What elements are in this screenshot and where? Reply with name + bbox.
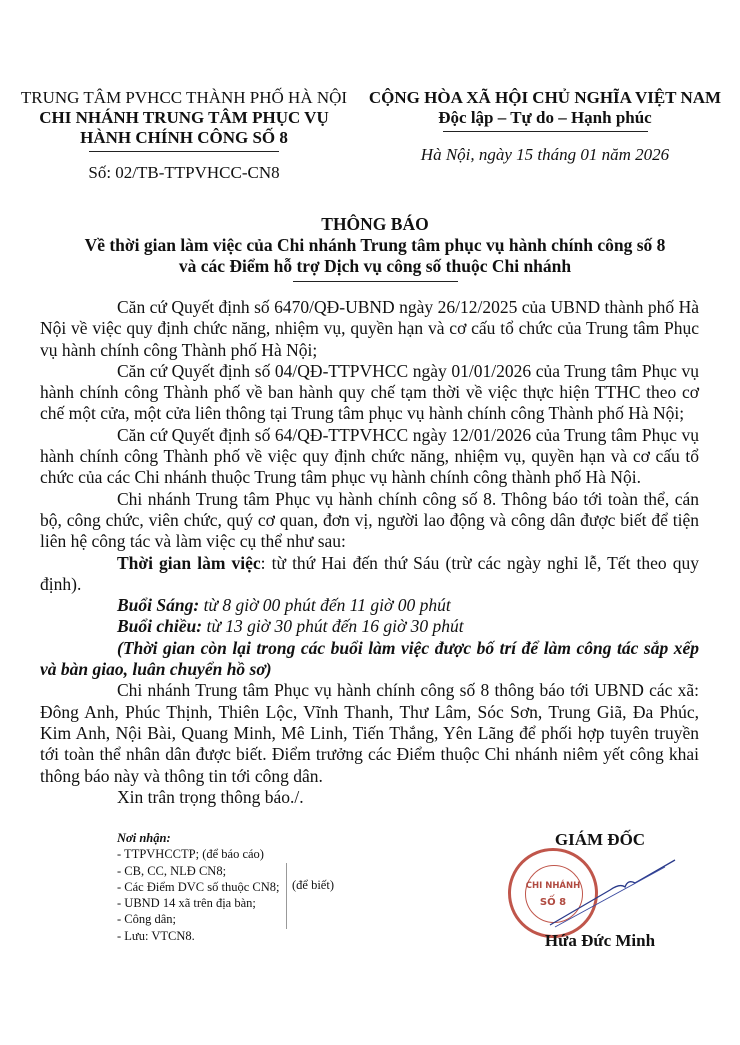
signer-title: GIÁM ĐỐC xyxy=(554,830,646,849)
recipient-item: - TTPVHCCTP; (để báo cáo) xyxy=(117,847,264,862)
working-time-label: Thời gian làm việc xyxy=(117,552,261,573)
legal-basis-2: Căn cứ Quyết định số 04/QĐ-TTPVHCC ngày 01/01/2026 của Trung tâm Phục vụ hành chính công Thành phố về ban hành quy chế tạm thời về việc thực hiện TTHC theo cơ chế một cửa, một cửa liên thông tại Trung tâm phục vụ hành chính công Thành phố Hà Nội; xyxy=(40,360,699,424)
recipient-item: - Công dân; xyxy=(117,912,177,927)
issue-date: Hà Nội, ngày 15 tháng 01 năm 2026 xyxy=(420,145,670,164)
afternoon-session xyxy=(40,616,699,637)
legal-basis-1: Căn cứ Quyết định số 6470/QĐ-UBND ngày 26/12/2025 của UBND thành phố Hà Nội về việc quy định chức năng, nhiệm vụ, quyền hạn và cơ cấu tổ chức của Trung tâm Phục vụ hành chính công Thành phố Hà Nội; xyxy=(40,297,699,360)
closing-line: Xin trân trọng thông báo./. xyxy=(117,786,304,807)
recipient-item: - Lưu: VTCN8. xyxy=(117,928,195,943)
remaining-time-note: (Thời gian còn lại trong các buổi làm việc được bố trí để làm công tác sắp xếp và bàn giao, luân chuyển hồ sơ) xyxy=(40,637,699,680)
recipient-item: - Các Điểm DVC số thuộc CN8; xyxy=(117,879,280,894)
title-underline xyxy=(293,281,458,282)
seal-text-line1: CHI NHÁNH xyxy=(525,881,581,891)
morning-session xyxy=(40,595,699,616)
working-time-text: : từ thứ Hai đến thứ Sáu (trừ các ngày nghỉ lễ, Tết theo quy định). xyxy=(40,552,699,594)
commune-notice: Chi nhánh Trung tâm Phục vụ hành chính công số 8 thông báo tới UBND các xã: Đông Anh, Phúc Thịnh, Thiên Lộc, Vĩnh Thanh, Thư Lâm, Sóc Sơn, Trung Giã, Đa Phúc, Kim Anh, Nội Bài, Quang Minh, Mê Linh, Tiến Thắng, Yên Lãng để phối hợp tuyên truyền tới toàn thể nhân dân được biết. Điểm trưởng các Điểm thuộc Chi nhánh niêm yết công khai thông báo này và thông tin tới công dân. xyxy=(40,680,699,786)
parent-agency: TRUNG TÂM PVHCC THÀNH PHỐ HÀ NỘI xyxy=(20,88,348,107)
legal-basis-3: Căn cứ Quyết định số 64/QĐ-TTPVHCC ngày 12/01/2026 của Trung tâm Phục vụ hành chính công Thành phố về việc quy định chức năng, nhiệm vụ, quyền hạn và cơ cấu tổ chức của các Chi nhánh thuộc Trung tâm phục vụ hành chính công thành phố Hà Nội. xyxy=(40,424,699,488)
document-number: Số: 02/TB-TTPVHCC-CN8 xyxy=(88,163,280,182)
national-header-block xyxy=(360,88,730,132)
document-subtitle-line2: và các Điểm hỗ trợ Dịch vụ công số thuộc Chi nhánh xyxy=(178,256,572,276)
document-title-block xyxy=(60,214,690,282)
document-heading: THÔNG BÁO xyxy=(321,214,429,234)
nation-name: CỘNG HÒA XÃ HỘI CHỦ NGHĨA VIỆT NAM xyxy=(368,88,722,107)
recipient-item: - CB, CC, NLĐ CN8; xyxy=(117,863,227,878)
handwritten-signature-icon xyxy=(540,855,680,930)
afternoon-label: Buổi chiều: xyxy=(117,616,203,637)
recipient-group-note: (để biết) xyxy=(292,878,334,892)
agency-name-line2: HÀNH CHÍNH CÔNG SỐ 8 xyxy=(80,128,288,147)
seal-text-line2: SỐ 8 xyxy=(539,897,567,908)
recipient-item: - UBND 14 xã trên địa bàn; xyxy=(117,896,256,911)
motto-underline xyxy=(443,131,648,132)
working-time xyxy=(40,553,699,596)
recipients-block xyxy=(117,830,417,944)
morning-label: Buổi Sáng: xyxy=(117,595,200,616)
issuing-agency-block xyxy=(14,88,354,152)
document-subtitle-line1: Về thời gian làm việc của Chi nhánh Trung tâm phục vụ hành chính công số 8 xyxy=(84,235,666,255)
agency-underline xyxy=(89,151,279,152)
morning-hours: từ 8 giờ 00 phút đến 11 giờ 00 phút xyxy=(199,595,451,616)
recipient-group-bracket xyxy=(286,863,287,929)
afternoon-hours: từ 13 giờ 30 phút đến 16 giờ 30 phút xyxy=(202,616,464,637)
national-motto: Độc lập – Tự do – Hạnh phúc xyxy=(438,108,652,127)
document-body xyxy=(40,297,699,808)
agency-name-line1: CHI NHÁNH TRUNG TÂM PHỤC VỤ xyxy=(39,108,329,127)
announcement-intro: Chi nhánh Trung tâm Phục vụ hành chính công số 8. Thông báo tới toàn thể, cán bộ, công chức, viên chức, quý cơ quan, đơn vị, người lao động và công dân được biết để tiện liên hệ công tác và làm việc cụ thể như sau: xyxy=(40,488,699,552)
signer-name: Hứa Đức Minh xyxy=(544,931,656,950)
recipients-label: Nơi nhận: xyxy=(117,831,171,845)
